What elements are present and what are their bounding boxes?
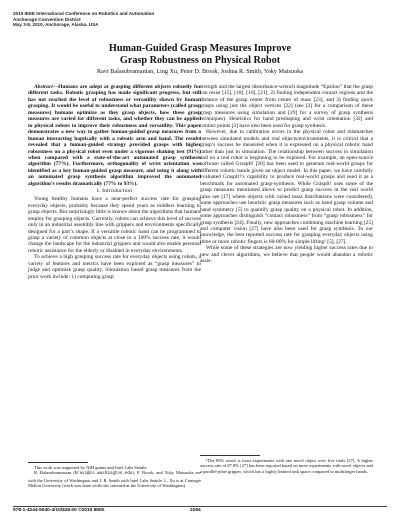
author-list: Ravi Balasubramanian, Ling Xu, Peter D. Brook, Joshua R. Smith, Yoky Matsuoka: [97, 68, 303, 75]
abstract: [28, 84, 201, 187]
conference-line-3: May 3-8, 2010, Anchorage, Alaska, USA: [13, 22, 99, 28]
conference-header: [13, 11, 154, 28]
right-paragraph-2: However, due to calibration errors in the physical robot and mismatches between simulated models and real objects/environments, it is critical that a grasp’s success be measured when it is expressed on a physical robotic hand rather than just in simulation. The relationship between success in simulation and on a real robot is beginning to be explored. For example, an open-source software called GraspIt! [20] has been used to generate real-world grasps for different robotic hands given an object model. In this paper, we have carefully evaluated GraspIt!’s capability to produce real-world grasps and used it as a benchmark for automated grasp-synthesis. While GraspIt! uses some of the grasp measures mentioned above to predict grasp success in the real world (also see [17] where objects with varied mass distributions were considered), some approaches use heuristic grasp measures such as hand grasp volume and hand symmetry [5] to quantify grasp quality on a physical robot. In addition, some approaches distinguish “contact robustness” from “grasp robustness” for grasp synthesis [24]. Finally, new approaches combining machine learning [25] and computer vision [27] have also been used for grasp synthesis. To our knowledge, the best reported success rate for grasping everyday objects using three or more robotic fingers is 60-80% for simple lifting¹ [5], [27].: [200, 129, 373, 245]
section-heading-introduction: I. Introduction: [96, 188, 133, 195]
title-line-1: Human-Guided Grasp Measures Improve: [108, 43, 292, 54]
intro-paragraph-1: Young healthy humans have a near-perfect success rate for grasping everyday objects, probably because they spend years as toddlers learning to grasp objects. But surprisingly little is known about the algorithms that humans employ for grasping objects. Currently, robots can achieve this level of success only in an industrial assembly line with grippers and environments specifically designed for a part’s shape. If a versatile robotic hand can be programmed to grasp a variety of common objects at close to a 100% success rate, it would change the landscape for the industrial grippers and would also enable personal robotic assistance for the elderly or disabled in everyday environments.: [28, 196, 201, 254]
abstract-label: Abstract—: [34, 84, 59, 90]
title-line-2: Grasp Robustness on Physical Robot: [119, 55, 281, 67]
conference-line-1: 2010 IEEE International Conference on Robotics and Automation: [13, 11, 155, 16]
conference-line-2: Anchorage Convention District: [13, 16, 81, 22]
intro-paragraph-2: To achieve a high grasping success rate for everyday objects using robots, a variety of features and metrics have been explored as “grasp measures” to judge and optimize grasp quality. Simulation based grasp measures from the prior work include: 1) computing grasp: [28, 254, 201, 280]
right-column: [200, 84, 373, 265]
abstract-text: Humans are adept at grasping different objects robustly for different tasks. Robotic grasping has made significant progress, but still has not reached the level of robustness or versatility shown by human grasping. It would be useful to understand what parameters (called grasp measures) humans optimize as they grasp objects, how these grasp measures are varied for different tasks, and whether they can be applied to physical robots to improve their robustness and versatility. This paper demonstrates a new way to gather human-guided grasp measures from a human interacting haptically with a robotic arm and hand. The results revealed that a human-guided strategy provided grasps with higher robustness on a physical robot even under a vigorous shaking test (91%) when compared with a state-of-the-art automated grasp synthesis algorithm (77%). Furthermore, orthogonality of wrist orientation was identified as a key human-guided grasp measure, and using it along with an automated grasp synthesis algorithm improved the automated algorithm’s results dramatically (77% to 93%).: [28, 84, 201, 187]
page-number: 2294: [190, 508, 201, 513]
right-paragraph-3: While some of these strategies are now yielding higher success rates due to new and clever algorithms, we believe that people would abandon a robotic assis-: [200, 245, 373, 265]
footnote-rule-left: [28, 462, 88, 463]
footnote-affiliations-start: R. Balasubramanian (: [34, 470, 75, 476]
left-column: [28, 84, 201, 280]
paper-title: [0, 43, 400, 68]
footnote-rule-right: [200, 455, 260, 456]
right-paragraph-1: strength and the largest disturbance-wrench magnitude “Epsilon” that the grasp can resist [15], [10], [16], [21], 2) finding independent contact regions and the distance of the grasp center from center of mass [23], and 3) finding quick grasps using just the object vertices [22] (see [2] for a comparison of these grasp measures using simulation and [29] for a survey of grasp synthesis techniques). Heuristics for hand preshaping and wrist orientation [32] and contact points [3] have also been used for grasp synthesis.: [200, 84, 373, 129]
footnote-funding: This work was supported by NIH grants and Intel Labs Seattle.: [34, 465, 148, 470]
author-email: bravi@cs.washington.edu: [74, 472, 133, 477]
footnote-affiliations-rest: ), P. Brook, and Yoky Matsuoka are with the University of Washington and J. R. Smith with Intel Labs Seattle. L. Xu is at Carnegie Mellon University (work was done while she interned at the University of Washington).: [28, 470, 201, 489]
footer-rule: [13, 506, 387, 507]
footnote-left: [28, 465, 201, 489]
footnote-affiliations: [28, 470, 201, 488]
footnote-right: [200, 458, 373, 474]
footnote-1: ¹The 80% result is from experiments with one novel object over five trials [27]. A higher success rate of 87.8% [27] has been reported based on more experiments with novel objects and a parallel-plate gripper, which has a highly limited task space compared to multifinger hands.: [200, 458, 373, 474]
footer-isbn: 978-1-4244-5040-4/10/$26.00 ©2010 IEEE: [13, 508, 105, 513]
